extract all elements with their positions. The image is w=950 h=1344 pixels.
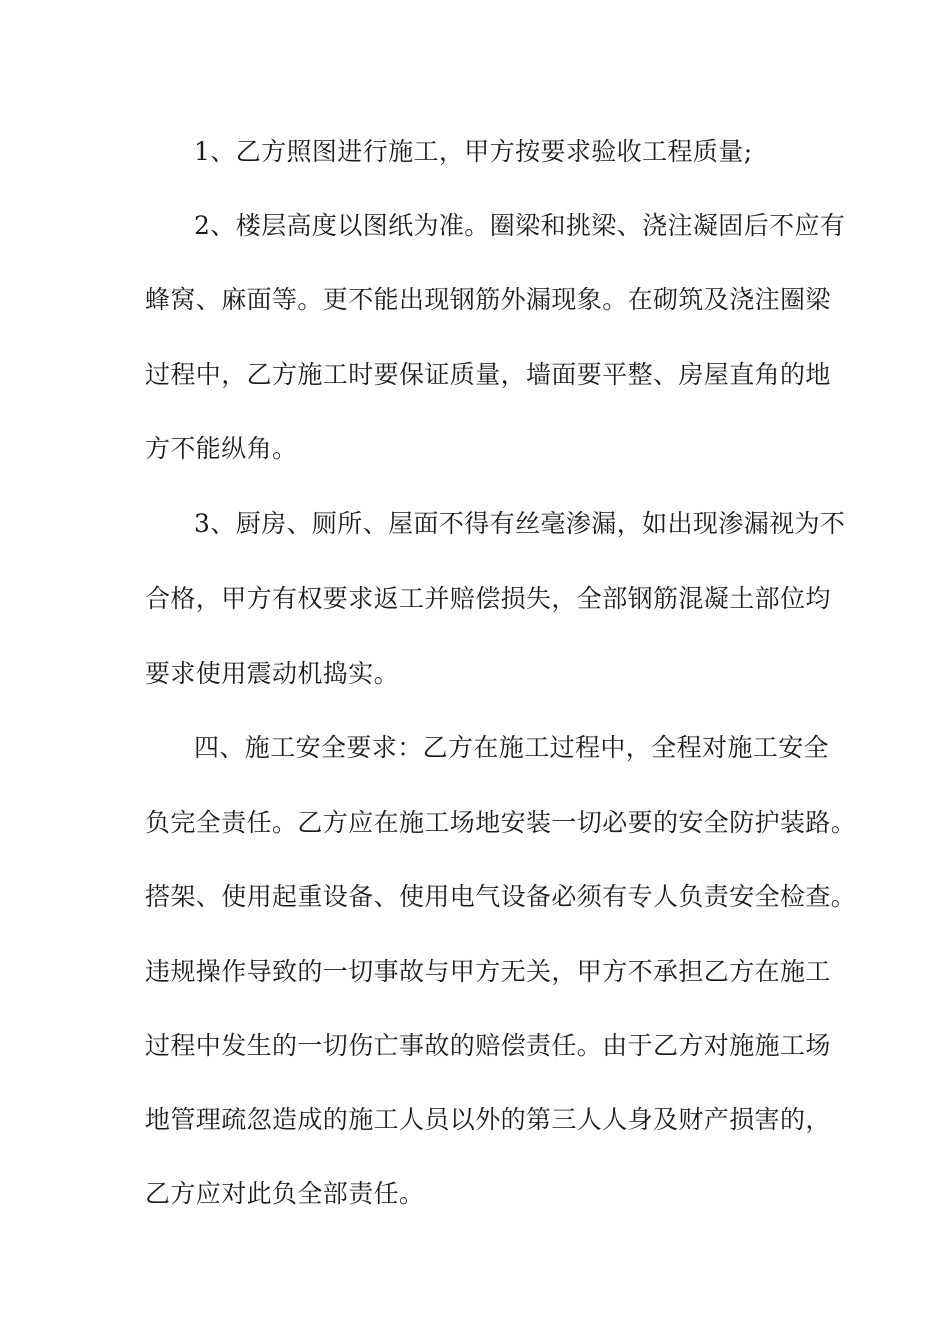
section-4-line-5: 过程中发生的一切伤亡事故的赔偿责任。由于乙方对施施工场 <box>145 1031 831 1060</box>
section-4-line-7: 乙方应对此负全部责任。 <box>145 1179 425 1208</box>
clause-2-line-2: 蜂窝、麻面等。更不能出现钢筋外漏现象。在砌筑及浇注圈梁 <box>145 285 831 314</box>
clause-2-line-1: 2、楼层高度以图纸为准。圈梁和挑梁、浇注凝固后不应有 <box>194 211 846 240</box>
clause-2-line-3: 过程中，乙方施工时要保证质量，墙面要平整、房屋直角的地 <box>145 360 831 389</box>
clause-3-line-3: 要求使用震动机捣实。 <box>145 659 400 688</box>
clause-1-line-1: 1、乙方照图进行施工，甲方按要求验收工程质量; <box>194 137 753 166</box>
section-4-line-6: 地管理疏忽造成的施工人员以外的第三人人身及财产损害的， <box>145 1105 831 1134</box>
section-4-line-3: 搭架、使用起重设备、使用电气设备必须有专人负责安全检查。 <box>145 882 857 911</box>
section-4-line-2: 负完全责任。乙方应在施工场地安装一切必要的安全防护装路。 <box>145 808 857 837</box>
section-4-line-4: 违规操作导致的一切事故与甲方无关，甲方不承担乙方在施工 <box>145 957 831 986</box>
section-4-line-1: 四、施工安全要求：乙方在施工过程中，全程对施工安全 <box>194 733 830 762</box>
clause-2-line-4: 方不能纵角。 <box>145 434 298 463</box>
clause-3-line-1: 3、厨房、厕所、屋面不得有丝毫渗漏，如出现渗漏视为不 <box>194 509 846 538</box>
clause-3-line-2: 合格，甲方有权要求返工并赔偿损失，全部钢筋混凝土部位均 <box>145 584 831 613</box>
